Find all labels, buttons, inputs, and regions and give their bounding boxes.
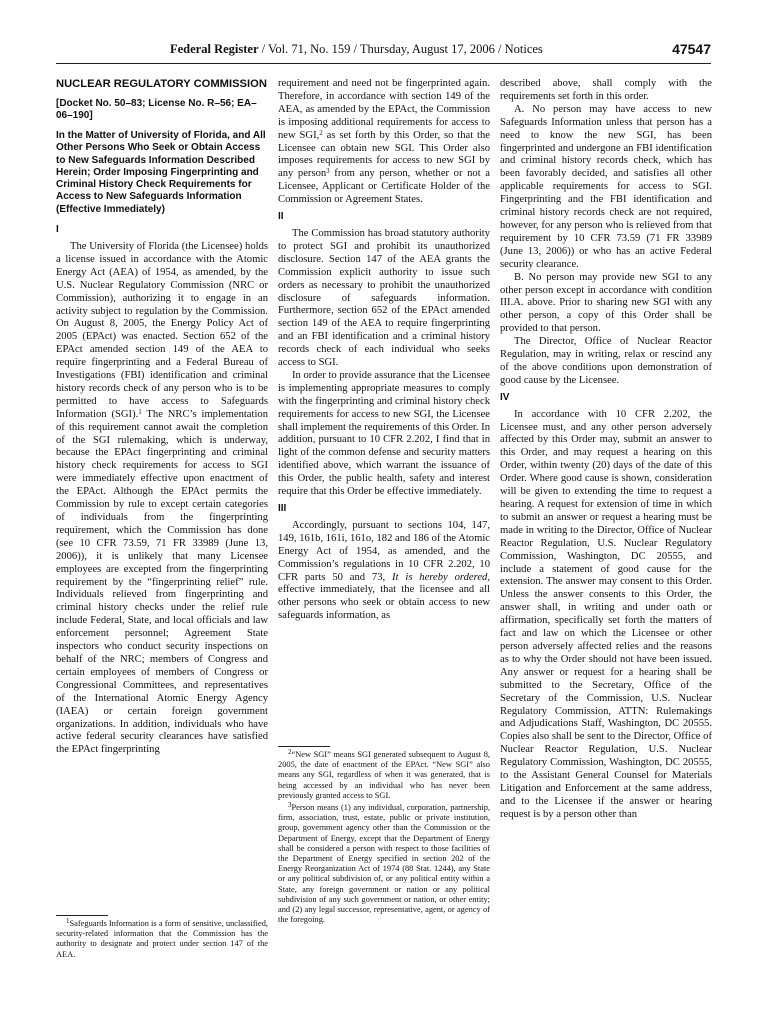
page-header: [0, 42, 768, 62]
running-head: [170, 42, 543, 57]
footnote-ref: 1: [138, 407, 142, 416]
agency-name: NUCLEAR REGULATORY COMMISSION: [56, 78, 267, 90]
footnote-ref: 3: [326, 167, 330, 176]
footnotes-col-2: [278, 746, 490, 927]
section-heading-3: III: [278, 503, 287, 514]
condition-a: A. No person may have access to new Safeguards Information unless that person has a need to know the new SGI, has been fingerprinted and undergone an FBI identification and criminal history records check, which has been favorably decided, and satisfies all other applicable requirements for access to SGI. Fingerprinting and the FBI identification and criminal history records check are not required, however, for any person who is relieved from that requirement by 10 CFR 73.59 (71 FR 33989 (June 13, 2006)) or who has an active Federal security clearance.: [500, 103, 712, 270]
paragraph: Accordingly, pursuant to sections 104, 147, 149, 161b, 161i, 161o, 182 and 186 of the Atomic Energy Act of 1954, as amended, and the Commission’s regulations in 10 CFR 2.202, 10 CFR parts 50 and 73, It is hereby ordered, effective immediately, that the licensee and all other persons who seek or obtain access to new safeguards information, as: [278, 519, 490, 622]
footnote-rule: [56, 915, 108, 916]
condition-b: B. No person may provide new SGI to any other person except in accordance with condition III.A. above. Prior to sharing new SGI with any other person, a copy of this Order shall be provided to that person.: [500, 271, 712, 335]
column-2: [278, 78, 490, 623]
paragraph: The University of Florida (the Licensee) holds a license issued in accordance with the Atomic Energy Act (AEA) of 1954, as amended, by the U.S. Nuclear Regulatory Commission (NRC or Commission), authorizing it to engage in an activity subject to regulation by the Commission. On August 8, 2005, the Energy Policy Act of 2005 (EPAct) was enacted. Section 652 of the EPAct amended section 149 of the AEA to require fingerprinting and a Federal Bureau of Investigations (FBI) identification and criminal history records check of any person who is to be permitted to have access to Safeguards Information (SGI).$^1$ The NRC’s implementation of this requirement cannot await the completion of the SGI rulemaking, which is underway, because the EPAct fingerprinting and criminal history check requirements for access to SGI were immediately effective upon enactment of the EPAct. Although the EPAct permits the Commission by rule to except certain categories of individuals from the fingerprinting requirement, which the Commission has done (see 10 CFR 73.59, 71 FR 33989 (June 13, 2006)), it is unlikely that many Licensee employees are excepted from the fingerprinting requirement by the “fingerprinting relief” rule. Individuals relieved from fingerprinting and criminal history checks under the relief rule include Federal, State, and local officials and law enforcement personnel; Agreement State inspectors who conduct security inspections on behalf of the NRC; members of Congress and certain employees of members of Congress or Congressional Committees, and representatives of the International Atomic Energy Agency (IAEA) or certain foreign government organizations. In addition, individuals who have active federal security clearances have satisfied the EPAct fingerprinting: [56, 240, 268, 756]
journal-name: Federal Register: [170, 42, 259, 56]
footnote-ref: 2: [319, 128, 323, 137]
footnote-2: $^2$“New SGI” means SGI generated subsequent to August 8, 2005, the date of enactment of the EPAct. “New SGI” also means any SGI, regardless of when it was generated, that is being accessed by an individual who has never been previously granted access to SGI.: [278, 748, 490, 800]
docket-line: [Docket No. 50–83; License No. R–56; EA–06–190]: [56, 98, 257, 121]
footnote-1: $^1$Safeguards Information is a form of sensitive, unclassified, security-related information that the Commission has the authority to designate and protect under section 147 of the AEA.: [56, 917, 268, 959]
paragraph: The Commission has broad statutory authority to protect SGI and prohibit its unauthorized disclosure. Section 147 of the AEA grants the Commission explicit authority to issue such orders as necessary to prohibit the unauthorized disclosure of safeguards information. Furthermore, section 652 of the EPAct amended section 149 of the AEA to require fingerprinting and an FBI identification and a criminal history records check of each individual who seeks access to SGI.: [278, 227, 490, 369]
footnote-3: $^3$Person means (1) any individual, corporation, partnership, firm, association, trust, estate, public or private institution, group, government agency other than the Commission or the Department of Energy, except that the Department of Energy shall be considered a person with respect to those facilities of the Department of Energy specified in section 202 of the Energy Reorganization Act of 1974 (88 Stat. 1244), any State or any political subdivision of, or any political entity within a State, any foreign government or nation or any political subdivision of any such government or nation, or other entity; and (2) any legal successor, representative, agent, or agency of the foregoing.: [278, 801, 490, 925]
footnotes-col-1: [56, 915, 268, 962]
footnote-rule: [278, 746, 330, 747]
column-1: [56, 78, 268, 757]
page-number: 47547: [672, 41, 711, 57]
paragraph: requirement and need not be fingerprinted again. Therefore, in accordance with section 149 of the AEA, as amended by the EPAct, the Commission is imposing additional requirements for access to new SGI,$^2$ as set forth by this Order, so that the Licensee can obtain new SGI. This Order also imposes requirements for access to new SGI by any person$^3$ from any person, whether or not a Licensee, Applicant or Certificate Holder of the Commission or Agreement States.: [278, 78, 490, 206]
column-3: [500, 78, 712, 822]
section-heading-1: I: [56, 224, 59, 236]
issue-info: / Vol. 71, No. 159 / Thursday, August 17, 2006 / Notices: [258, 42, 543, 56]
subject-heading: In the Matter of University of Florida, and All Other Persons Who Seek or Obtain Access to New Safeguards Information Described Herein; Order Imposing Fingerprinting and Criminal History Check Requirements for Access to New Safeguards Information (Effective Immediately): [56, 130, 266, 215]
section-heading-2: II: [278, 211, 284, 223]
paragraph: The Director, Office of Nuclear Reactor Regulation, may in writing, relax or rescind any of the above conditions upon demonstration of good cause by the Licensee.: [500, 336, 712, 386]
paragraph: described above, shall comply with the requirements set forth in this order.: [500, 78, 712, 102]
ordered-phrase: It is hereby ordered: [392, 571, 488, 583]
header-rule: [56, 63, 711, 64]
paragraph: In accordance with 10 CFR 2.202, the Licensee must, and any other person adversely affected by this Order may, submit an answer to this Order, and may request a hearing on this Order, within twenty (20) days of the date of this Order. Where good cause is shown, consideration will be given to extending the time to request a hearing. A request for extension of time in which to submit an answer or request a hearing must be made in writing to the Director, Office of Nuclear Reactor Regulation, U.S. Nuclear Regulatory Commission, Washington, DC 20555, and include a statement of good cause for the extension. The answer may consent to this Order. Unless the answer consents to this Order, the answer shall, in writing and under oath or affirmation, specifically set forth the matters of fact and law on which the Licensee or other person adversely affected relies and the reasons as to why the Order should not have been issued. Any answer or request for a hearing shall be submitted to the Secretary, Office of the Secretary of the Commission, U.S. Nuclear Regulatory Commission, ATTN: Rulemakings and Adjudications Staff, Washington, DC 20555. Copies also shall be sent to the Director, Office of Nuclear Reactor Regulation, U.S. Nuclear Regulatory Commission, Washington, DC 20555, to the Assistant General Counsel for Materials Litigation and Enforcement at the same address, and to the Licensee if the answer or hearing request is by a person other than: [500, 408, 712, 820]
paragraph: In order to provide assurance that the Licensee is implementing appropriate measures to comply with the fingerprinting and criminal history check requirements for access to new SGI, the Licensee shall implement the requirements of this Order. In addition, pursuant to 10 CFR 2.202, I find that in light of the common defense and security matters identified above, which warrant the issuance of this Order, the public health, safety and interest require that this Order be effective immediately.: [278, 369, 490, 498]
section-heading-4: IV: [500, 391, 510, 403]
